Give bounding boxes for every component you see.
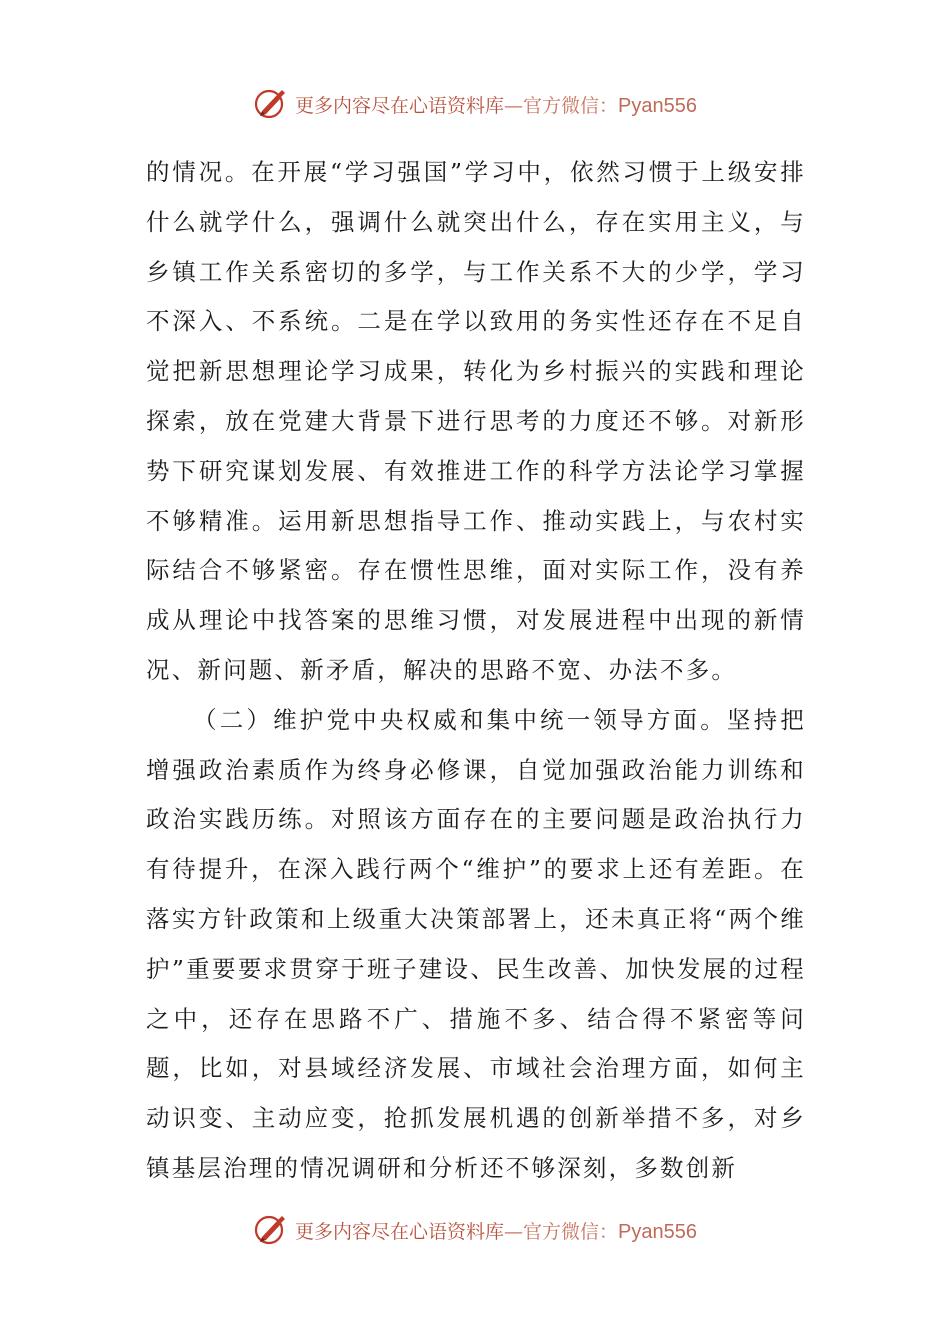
- watermark-wechat-id: Pyan556: [618, 94, 697, 117]
- footer-watermark-banner: [0, 1210, 950, 1250]
- watermark-wechat-label: 官方微信：: [523, 1220, 619, 1243]
- paragraph-2: （二）维护党中央权威和集中统一领导方面。坚持把增强政治素质作为终身必修课，自觉加强政治能力训练和政治实践历练。对照该方面存在的主要问题是政治执行力有待提升，在深入践行两个“维护”的要求上还有差距。在落实方针政策和上级重大决策部署上，还未真正将“两个维护”重要要求贯穿于班子建设、民生改善、加快发展的过程之中，还存在思路不广、措施不多、结合得不紧密等问题，比如，对县域经济发展、市域社会治理方面，如何主动识变、主动应变，抢抓发展机遇的创新举措不多，对乡镇基层治理的情况调研和分析还不够深刻，多数创新: [146, 705, 806, 1182]
- header-watermark-banner: [0, 84, 950, 124]
- watermark-separator: —: [504, 94, 524, 117]
- watermark-site-name: 更多内容尽在心语资料库: [295, 94, 505, 117]
- footer-watermark-text: [295, 1217, 697, 1244]
- watermark-separator: —: [504, 1220, 524, 1243]
- header-watermark-text: [295, 91, 697, 118]
- document-body: [146, 148, 806, 1194]
- paragraph-1: 的情况。在开展“学习强国”学习中，依然习惯于上级安排什么就学什么，强调什么就突出什么，存在实用主义，与乡镇工作关系密切的多学，与工作关系不大的少学，学习不深入、不系统。二是在学以致用的务实性还存在不足自觉把新思想理论学习成果，转化为乡村振兴的实践和理论探索，放在党建大背景下进行思考的力度还不够。对新形势下研究谋划发展、有效推进工作的科学方法论学习掌握不够精准。运用新思想指导工作、推动实践上，与农村实际结合不够紧密。存在惯性思维，面对实际工作，没有养成从理论中找答案的思维习惯，对发展进程中出现的新情况、新问题、新矛盾，解决的思路不宽、办法不多。: [146, 158, 806, 684]
- pen-logo-icon: [253, 1212, 289, 1248]
- watermark-site-name: 更多内容尽在心语资料库: [295, 1220, 505, 1243]
- watermark-wechat-label: 官方微信：: [523, 94, 619, 117]
- watermark-wechat-id: Pyan556: [618, 1220, 697, 1243]
- pen-logo-icon: [253, 86, 289, 122]
